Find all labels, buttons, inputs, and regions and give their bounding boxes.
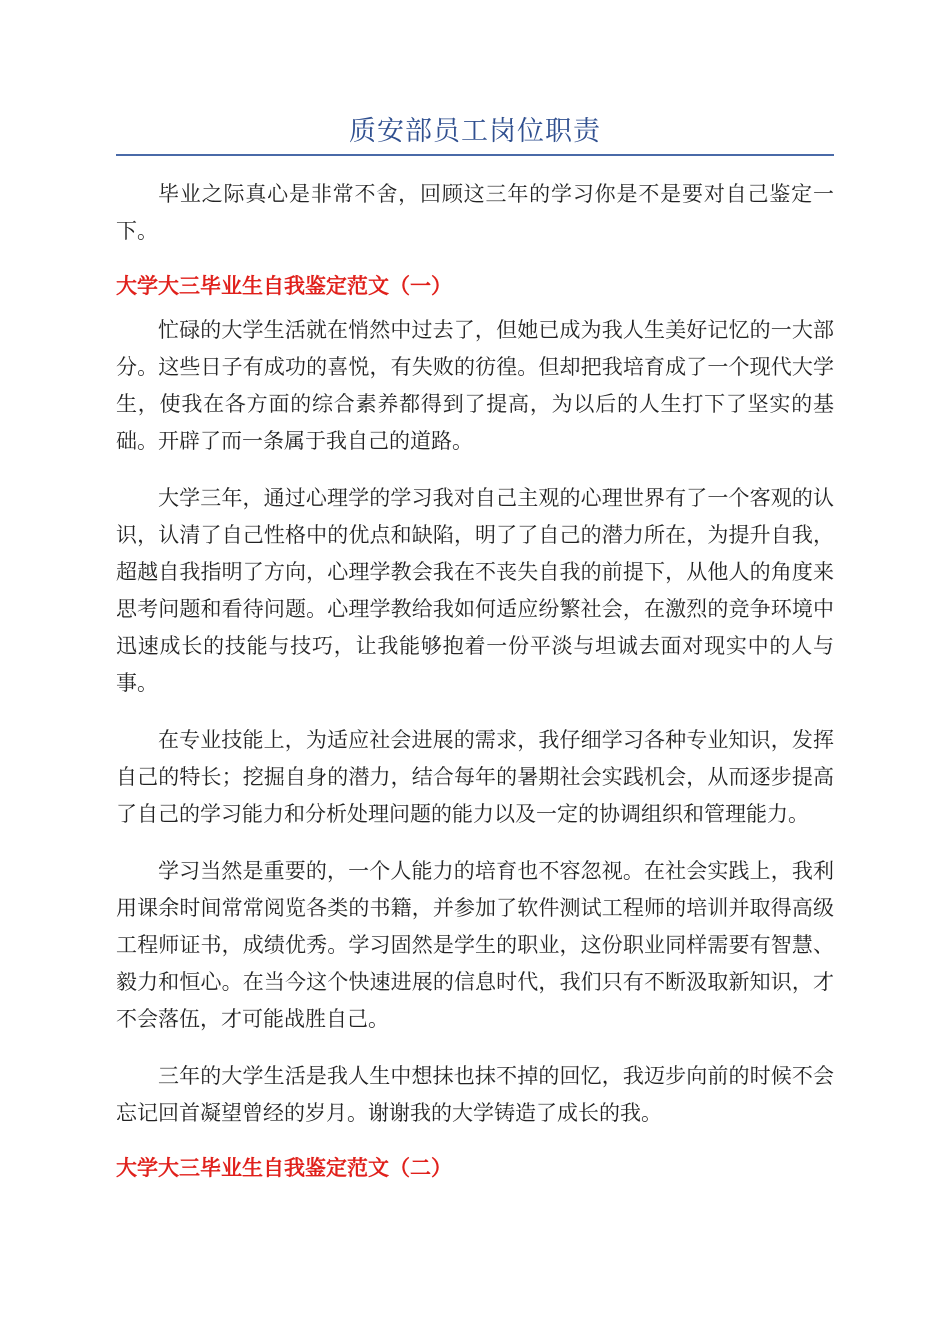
section-heading-1: 大学大三毕业生自我鉴定范文（一） bbox=[116, 274, 452, 298]
section-1-paragraph-3: 在专业技能上，为适应社会进展的需求，我仔细学习各种专业知识，发挥自己的特长；挖掘自身的潜力，结合每年的暑期社会实践机会，从而逐步提高了自己的学习能力和分析处理问题的能力以及一定的协调组织和管理能力。 bbox=[116, 728, 834, 826]
title-underline bbox=[116, 154, 834, 156]
section-1-paragraph-5: 三年的大学生活是我人生中想抹也抹不掉的回忆，我迈步向前的时候不会忘记回首凝望曾经的岁月。谢谢我的大学铸造了成长的我。 bbox=[116, 1064, 834, 1125]
page-title: 质安部员工岗位职责 bbox=[349, 116, 601, 147]
section-1-paragraph-2: 大学三年，通过心理学的学习我对自己主观的心理世界有了一个客观的认识，认清了自己性格中的优点和缺陷，明了了自己的潜力所在，为提升自我，超越自我指明了方向，心理学教会我在不丧失自我的前提下，从他人的角度来思考问题和看待问题。心理学教给我如何适应纷繁社会，在激烈的竞争环境中迅速成长的技能与技巧，让我能够抱着一份平淡与坦诚去面对现实中的人与事。 bbox=[116, 486, 834, 695]
document-body bbox=[116, 176, 834, 1194]
section-heading-2: 大学大三毕业生自我鉴定范文（二） bbox=[116, 1156, 452, 1180]
section-1-paragraph-1: 忙碌的大学生活就在悄然中过去了，但她已成为我人生美好记忆的一大部分。这些日子有成功的喜悦，有失败的彷徨。但却把我培育成了一个现代大学生，使我在各方面的综合素养都得到了提高，为以后的人生打下了坚实的基础。开辟了而一条属于我自己的道路。 bbox=[116, 318, 834, 453]
section-1-paragraph-4: 学习当然是重要的，一个人能力的培育也不容忽视。在社会实践上，我利用课余时间常常阅览各类的书籍，并参加了软件测试工程师的培训并取得高级工程师证书，成绩优秀。学习固然是学生的职业，这份职业同样需要有智慧、毅力和恒心。在当今这个快速进展的信息时代，我们只有不断汲取新知识，才不会落伍，才可能战胜自己。 bbox=[116, 859, 834, 1031]
intro-paragraph: 毕业之际真心是非常不舍，回顾这三年的学习你是不是要对自己鉴定一下。 bbox=[116, 182, 834, 243]
